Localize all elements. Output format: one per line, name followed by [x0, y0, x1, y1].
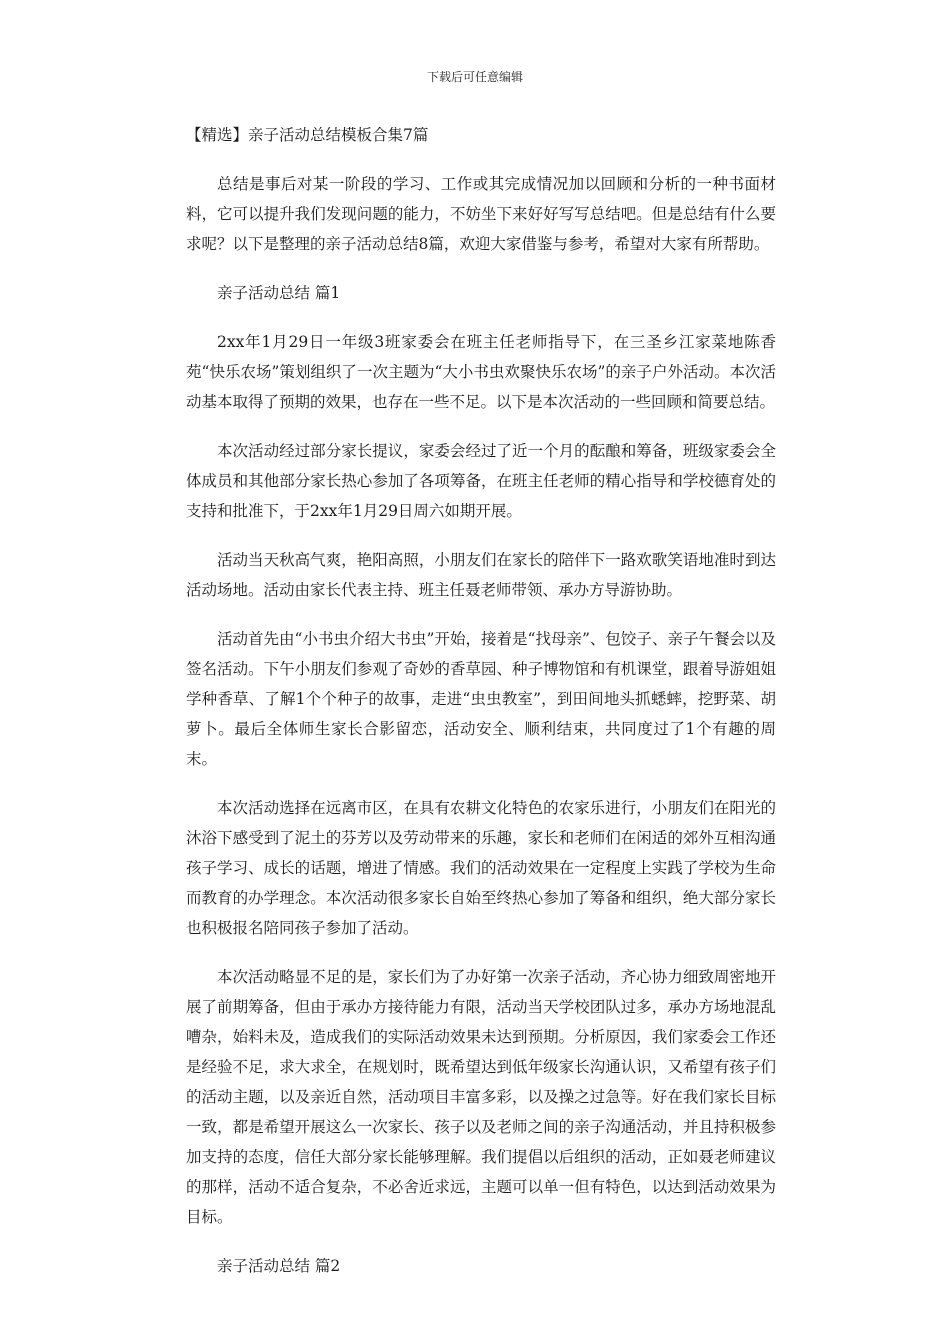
paragraph: 2xx年1月29日一年级3班家委会在班主任老师指导下，在三圣乡江家菜地陈香苑“快乐农场”策划组织了一次主题为“大小书虫欢聚快乐农场”的亲子户外活动。本次活动基本取得了预期的效果，也存在一些不足。以下是本次活动的一些回顾和简要总结。	[186, 333, 776, 411]
paragraph: 活动首先由“小书虫介绍大书虫”开始，接着是“找母亲”、包饺子、亲子午餐会以及签名活动。下午小朋友们参观了奇妙的香草园、种子博物馆和有机课堂，跟着导游姐姐学种香草、了解1个个种子的故事，走进“虫虫教室”，到田间地头抓蟋蟀，挖野菜、胡萝卜。最后全体师生家长合影留恋，活动安全、顺利结束，共同度过了1个有趣的周末。	[186, 630, 776, 768]
header-note: 下载后可任意编辑	[426, 70, 523, 84]
paragraph: 本次活动略显不足的是，家长们为了办好第一次亲子活动，齐心协力细致周密地开展了前期筹备，但由于承办方接待能力有限，活动当天学校团队过多，承办方场地混乱嘈杂，始料未及，造成我们的实际活动效果未达到预期。分析原因，我们家委会工作还是经验不足，求大求全，在规划时，既希望达到低年级家长沟通认识，又希望有孩子们的活动主题，以及亲近自然，活动项目丰富多彩，以及操之过急等。好在我们家长目标一致，都是希望开展这么一次家长、孩子以及老师之间的亲子沟通活动，并且持积极参加支持的态度，信任大部分家长能够理解。我们提倡以后组织的活动，正如聂老师建议的那样，活动不适合复杂，不必舍近求远，主题可以单一但有特色，以达到活动效果为目标。	[186, 968, 776, 1226]
paragraph: 本次活动经过部分家长提议，家委会经过了近一个月的酝酿和筹备，班级家委会全体成员和其他部分家长热心参加了各项筹备，在班主任老师的精心指导和学校德育处的支持和批准下，于2xx年1月29日周六如期开展。	[186, 442, 776, 520]
section-heading: 亲子活动总结 篇1	[217, 284, 341, 302]
intro-paragraph: 总结是事后对某一阶段的学习、工作或其完成情况加以回顾和分析的一种书面材料，它可以提升我们发现问题的能力，不妨坐下来好好写写总结吧。但是总结有什么要求呢？以下是整理的亲子活动总结8篇，欢迎大家借鉴与参考，希望对大家有所帮助。	[186, 175, 776, 253]
document-title: 【精选】亲子活动总结模板合集7篇	[186, 126, 429, 144]
paragraph: 本次活动选择在远离市区，在具有农耕文化特色的农家乐进行，小朋友们在阳光的沐浴下感受到了泥土的芬芳以及劳动带来的乐趣，家长和老师们在闲适的郊外互相沟通孩子学习、成长的话题，增进了情感。我们的活动效果在一定程度上实践了学校为生命而教育的办学理念。本次活动很多家长自始至终热心参加了筹备和组织，绝大部分家长也积极报名陪同孩子参加了活动。	[186, 799, 776, 937]
document-body	[186, 120, 776, 1300]
section-heading: 亲子活动总结 篇2	[217, 1257, 341, 1275]
paragraph: 活动当天秋高气爽，艳阳高照，小朋友们在家长的陪伴下一路欢歌笑语地准时到达活动场地。活动由家长代表主持、班主任聂老师带领、承办方导游协助。	[186, 551, 776, 599]
